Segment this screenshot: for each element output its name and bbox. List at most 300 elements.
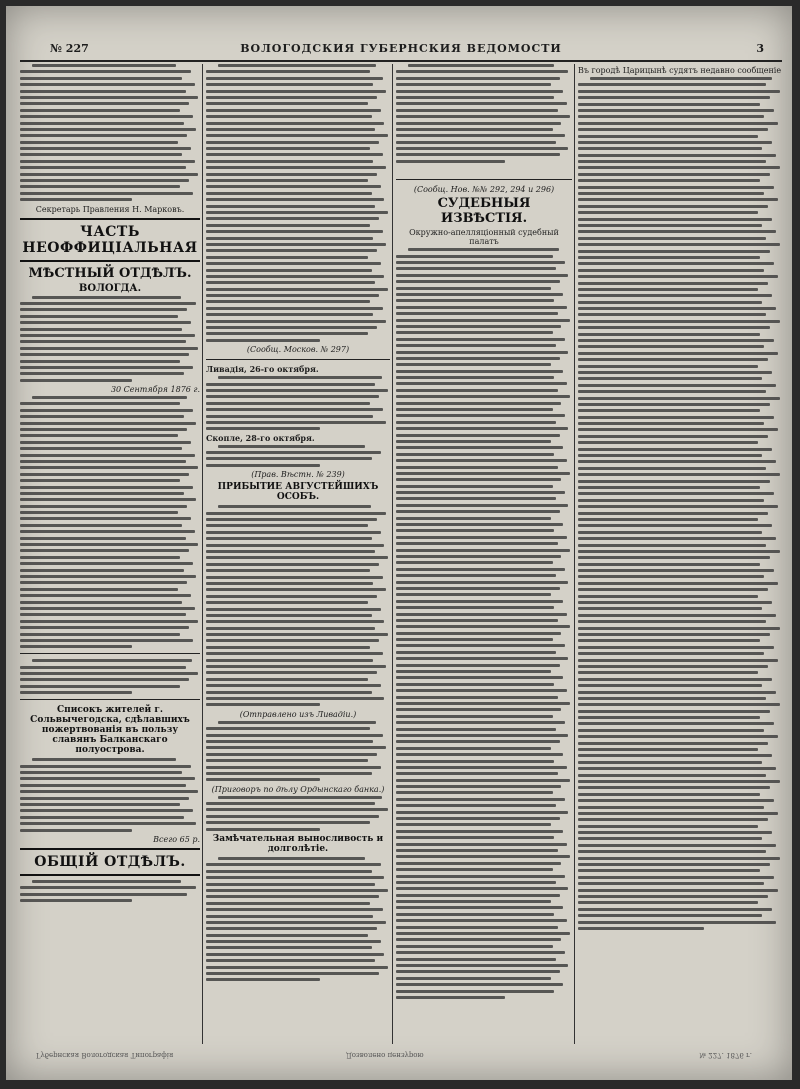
- text-line: [396, 529, 554, 532]
- sheet-number: 3: [756, 42, 764, 55]
- text-line: [396, 811, 568, 814]
- text-line: [578, 761, 762, 764]
- text-line: [206, 671, 377, 674]
- text-line: [578, 288, 758, 291]
- text-line: [206, 746, 386, 749]
- text-line: [578, 294, 772, 297]
- text-line: [206, 734, 383, 737]
- text-line: [396, 122, 561, 125]
- text-line: [578, 844, 776, 847]
- text-line: [396, 983, 563, 986]
- text-line: [578, 269, 764, 272]
- article-heading: Замѣчательная выносливость и долголѣтіе.: [212, 834, 384, 855]
- text-line: [408, 248, 559, 251]
- text-line: [396, 478, 561, 481]
- text-line: [578, 818, 768, 821]
- text-line: [206, 550, 375, 553]
- text-line: [206, 614, 372, 617]
- text-line: [206, 83, 373, 86]
- text-line: [578, 160, 766, 163]
- text-line: [20, 122, 184, 125]
- text-line: [206, 211, 388, 214]
- text-line: [578, 275, 778, 278]
- text-line: [578, 198, 778, 201]
- text-line: [20, 366, 193, 369]
- newspaper-page: [6, 6, 792, 1080]
- text-line: [206, 339, 320, 342]
- text-line: [206, 262, 381, 265]
- text-line: [20, 460, 186, 463]
- text-line: [396, 402, 561, 405]
- text-block: [206, 376, 390, 430]
- text-line: [20, 771, 182, 774]
- text-line: [396, 606, 554, 609]
- text-line: [206, 665, 386, 668]
- text-line: [578, 607, 762, 610]
- text-line: [578, 601, 772, 604]
- text-line: [578, 333, 760, 336]
- text-line: [578, 480, 770, 483]
- text-line: [578, 512, 768, 515]
- text-line: [578, 141, 772, 144]
- text-line: [20, 70, 191, 73]
- text-line: [20, 102, 189, 105]
- text-line: [20, 829, 132, 832]
- text-line: [32, 659, 192, 662]
- court-subheading: Окружно-апелляціонный судебный палатъ: [409, 228, 559, 247]
- text-line: [578, 454, 762, 457]
- text-line: [20, 415, 184, 418]
- text-line: [396, 408, 553, 411]
- text-line: [206, 256, 368, 259]
- text-block: [206, 857, 390, 981]
- text-line: [396, 568, 565, 571]
- text-line: [396, 715, 553, 718]
- text-line: [20, 822, 196, 825]
- text-line: [396, 932, 570, 935]
- text-line: [206, 451, 381, 454]
- text-line: [396, 779, 570, 782]
- text-block: [396, 64, 572, 163]
- text-line: [396, 293, 563, 296]
- text-line: [578, 467, 766, 470]
- text-line: [206, 313, 373, 316]
- text-line: [396, 459, 567, 462]
- text-line: [20, 581, 187, 584]
- text-line: [206, 691, 372, 694]
- text-line: [20, 83, 195, 86]
- text-line: [20, 666, 186, 669]
- text-line: [396, 344, 556, 347]
- text-line: [578, 422, 764, 425]
- text-line: [206, 300, 370, 303]
- text-line: [20, 441, 191, 444]
- text-line: [396, 651, 556, 654]
- text-line: [396, 619, 558, 622]
- text-line: [578, 339, 774, 342]
- footer-left: Губернская Вологодская Типографія: [36, 1051, 174, 1059]
- text-line: [206, 179, 368, 182]
- text-line: [206, 415, 373, 418]
- text-line: [578, 358, 768, 361]
- text-line: [206, 243, 386, 246]
- text-line: [20, 549, 189, 552]
- text-line: [20, 409, 193, 412]
- text-line: [396, 676, 563, 679]
- text-line: [206, 895, 379, 898]
- text-line: [396, 747, 551, 750]
- text-line: [396, 542, 558, 545]
- mirrored-footer: [26, 1046, 772, 1062]
- divider: [20, 848, 200, 850]
- text-line: [20, 505, 187, 508]
- text-line: [578, 633, 770, 636]
- text-line: [578, 563, 760, 566]
- text-line: [206, 281, 375, 284]
- text-line: [20, 479, 180, 482]
- text-line: [20, 308, 187, 311]
- text-line: [396, 517, 551, 520]
- text-line: [578, 889, 778, 892]
- column-2: [206, 64, 390, 1044]
- text-line: [32, 64, 176, 67]
- text-line: [396, 453, 554, 456]
- text-line: [396, 926, 558, 929]
- text-line: [578, 831, 772, 834]
- text-block: [20, 296, 200, 382]
- text-line: [578, 218, 772, 221]
- text-line: [578, 492, 774, 495]
- text-line: [20, 90, 186, 93]
- text-line: [206, 588, 386, 591]
- text-line: [396, 696, 558, 699]
- text-line: [20, 422, 196, 425]
- text-line: [578, 224, 762, 227]
- text-line: [578, 448, 772, 451]
- text-line: [396, 83, 551, 86]
- text-line: [20, 128, 196, 131]
- text-line: [396, 357, 560, 360]
- text-line: [396, 938, 561, 941]
- text-line: [218, 505, 371, 508]
- total-line: Всего 65 р.: [153, 834, 200, 844]
- text-line: [206, 556, 388, 559]
- text-line: [20, 886, 196, 889]
- text-line: [396, 319, 570, 322]
- text-line: [396, 70, 568, 73]
- text-line: [218, 721, 376, 724]
- text-line: [396, 555, 561, 558]
- divider: [20, 218, 200, 220]
- text-line: [396, 970, 560, 973]
- text-line: [206, 953, 384, 956]
- text-line: [578, 211, 758, 214]
- text-line: [396, 977, 551, 980]
- text-line: [396, 363, 551, 366]
- text-line: [20, 645, 132, 648]
- text-line: [20, 447, 182, 450]
- text-line: [396, 267, 556, 270]
- text-line: [578, 537, 776, 540]
- text-line: [20, 524, 182, 527]
- text-line: [396, 644, 565, 647]
- text-line: [396, 306, 567, 309]
- text-line: [206, 727, 370, 730]
- text-line: [206, 512, 386, 515]
- text-line: [396, 389, 558, 392]
- text-line: [396, 255, 553, 258]
- text-line: [578, 109, 774, 112]
- text-line: [396, 683, 554, 686]
- text-line: [206, 408, 383, 411]
- text-line: [20, 428, 187, 431]
- text-line: [206, 627, 375, 630]
- text-line: [206, 808, 388, 811]
- text-line: [206, 778, 320, 781]
- text-line: [578, 869, 760, 872]
- text-line: [396, 996, 505, 999]
- text-line: [32, 880, 181, 883]
- text-line: [20, 372, 184, 375]
- text-block: [20, 396, 200, 648]
- text-line: [206, 395, 379, 398]
- text-line: [578, 582, 778, 585]
- text-line: [20, 777, 195, 780]
- text-line: [578, 435, 768, 438]
- text-line: [206, 389, 388, 392]
- text-line: [578, 735, 778, 738]
- text-line: [396, 804, 556, 807]
- text-line: [396, 862, 561, 865]
- text-line: [396, 382, 567, 385]
- text-line: [20, 486, 193, 489]
- text-line: [20, 537, 186, 540]
- text-line: [218, 857, 365, 860]
- text-line: [20, 134, 187, 137]
- text-line: [396, 536, 567, 539]
- text-line: [578, 914, 762, 917]
- text-line: [218, 376, 382, 379]
- text-line: [206, 927, 377, 930]
- text-line: [218, 445, 365, 448]
- text-line: [396, 160, 505, 163]
- text-line: [20, 569, 184, 572]
- text-line: [20, 607, 195, 610]
- text-line: [578, 850, 766, 853]
- text-line: [20, 543, 198, 546]
- text-block: [20, 880, 200, 902]
- text-line: [20, 790, 198, 793]
- page-number: № 227: [50, 42, 89, 55]
- text-line: [396, 817, 560, 820]
- text-line: [206, 128, 375, 131]
- text-line: [20, 473, 189, 476]
- source-note: (Сообщ. Нов. №№ 292, 294 и 296): [413, 185, 555, 195]
- text-line: [20, 340, 186, 343]
- text-block: [206, 64, 390, 342]
- text-line: [206, 518, 377, 521]
- text-line: [396, 90, 563, 93]
- text-line: [578, 588, 768, 591]
- text-line: [396, 351, 568, 354]
- text-line: [32, 396, 187, 399]
- text-line: [578, 96, 770, 99]
- text-line: [578, 192, 764, 195]
- text-line: [396, 427, 568, 430]
- text-line: [20, 347, 198, 350]
- footer-right: № 227. 1876 г.: [699, 1051, 752, 1059]
- text-line: [578, 697, 766, 700]
- text-line: [206, 802, 375, 805]
- text-line: [206, 77, 383, 80]
- text-line: [578, 377, 762, 380]
- city-heading: ВОЛОГДА.: [78, 282, 142, 294]
- text-line: [396, 785, 561, 788]
- text-line: [396, 440, 551, 443]
- source-note: (Сообщ. Москов. № 297): [246, 345, 350, 355]
- text-line: [206, 102, 368, 105]
- text-block: [206, 796, 390, 831]
- text-line: [206, 237, 373, 240]
- text-line: [578, 179, 760, 182]
- text-line: [396, 632, 561, 635]
- text-line: [578, 103, 760, 106]
- text-line: [20, 633, 180, 636]
- text-line: [20, 685, 180, 688]
- text-line: [578, 786, 770, 789]
- text-line: [218, 796, 382, 799]
- text-line: [396, 887, 568, 890]
- text-line: [206, 269, 372, 272]
- divider: [396, 179, 572, 180]
- text-line: [20, 334, 195, 337]
- text-line: [20, 620, 198, 623]
- text-line: [578, 575, 764, 578]
- text-line: [206, 608, 381, 611]
- text-line: [578, 365, 758, 368]
- text-line: [396, 96, 554, 99]
- text-line: [396, 958, 556, 961]
- text-line: [578, 646, 774, 649]
- text-line: [206, 288, 388, 291]
- text-line: [20, 166, 186, 169]
- text-line: [206, 563, 379, 566]
- text-line: [206, 678, 368, 681]
- text-line: [206, 383, 375, 386]
- text-line: [578, 825, 758, 828]
- text-line: [20, 179, 189, 182]
- text-line: [206, 198, 384, 201]
- text-line: [396, 325, 561, 328]
- text-line: [396, 141, 556, 144]
- text-line: [206, 294, 379, 297]
- text-line: [396, 504, 568, 507]
- text-line: [578, 473, 780, 476]
- text-line: [20, 678, 189, 681]
- column-1: [20, 64, 200, 1044]
- text-line: [396, 102, 567, 105]
- text-line: [206, 192, 372, 195]
- text-line: [578, 90, 780, 93]
- text-line: [206, 537, 372, 540]
- text-line: [206, 134, 388, 137]
- text-line: [396, 497, 556, 500]
- text-line: [396, 664, 560, 667]
- text-line: [20, 321, 191, 324]
- text-line: [578, 230, 776, 233]
- text-line: [206, 205, 375, 208]
- text-line: [20, 147, 191, 150]
- text-line: [396, 523, 563, 526]
- text-line: [578, 384, 776, 387]
- text-line: [206, 160, 373, 163]
- text-line: [578, 301, 762, 304]
- text-line: [396, 990, 554, 993]
- text-line: [206, 766, 381, 769]
- text-line: [20, 315, 178, 318]
- text-line: [20, 173, 198, 176]
- text-line: [20, 575, 196, 578]
- text-line: [20, 803, 180, 806]
- text-line: [396, 919, 567, 922]
- text-line: [20, 402, 180, 405]
- text-line: [20, 492, 184, 495]
- text-line: [578, 524, 772, 527]
- text-line: [206, 569, 370, 572]
- text-line: [578, 812, 778, 815]
- part-title: ЧАСТЬ НЕОФФИЦІАЛЬНАЯ: [22, 223, 198, 256]
- text-line: [20, 379, 132, 382]
- text-line: [578, 678, 772, 681]
- text-line: [20, 185, 180, 188]
- text-line: [206, 249, 377, 252]
- text-line: [206, 652, 383, 655]
- text-line: [20, 77, 182, 80]
- text-line: [20, 192, 193, 195]
- text-line: [20, 626, 189, 629]
- newspaper-title: ВОЛОГОДСКИЯ ГУБЕРНСКИЯ ВЕДОМОСТИ: [240, 42, 562, 55]
- text-line: [396, 261, 565, 264]
- text-line: [396, 153, 560, 156]
- text-line: [20, 530, 195, 533]
- text-line: [396, 708, 561, 711]
- text-line: [578, 767, 776, 770]
- text-line: [396, 913, 554, 916]
- text-line: [578, 665, 768, 668]
- text-line: [206, 457, 372, 460]
- text-line: [20, 434, 178, 437]
- text-line: [578, 722, 774, 725]
- text-line: [20, 765, 191, 768]
- text-line: [578, 441, 758, 444]
- text-line: [20, 302, 196, 305]
- text-line: [206, 90, 386, 93]
- signature-line: Секретарь Правления Н. Марковъ.: [35, 204, 185, 214]
- text-line: [396, 843, 567, 846]
- text-line: [578, 518, 758, 521]
- text-line: [578, 857, 780, 860]
- text-line: [578, 556, 770, 559]
- text-line: [396, 421, 556, 424]
- text-line: [396, 312, 558, 315]
- text-line: [206, 576, 383, 579]
- text-line: [20, 601, 182, 604]
- text-line: [578, 901, 758, 904]
- text-line: [578, 83, 766, 86]
- text-line: [206, 921, 386, 924]
- text-line: [206, 972, 379, 975]
- text-line: [396, 115, 570, 118]
